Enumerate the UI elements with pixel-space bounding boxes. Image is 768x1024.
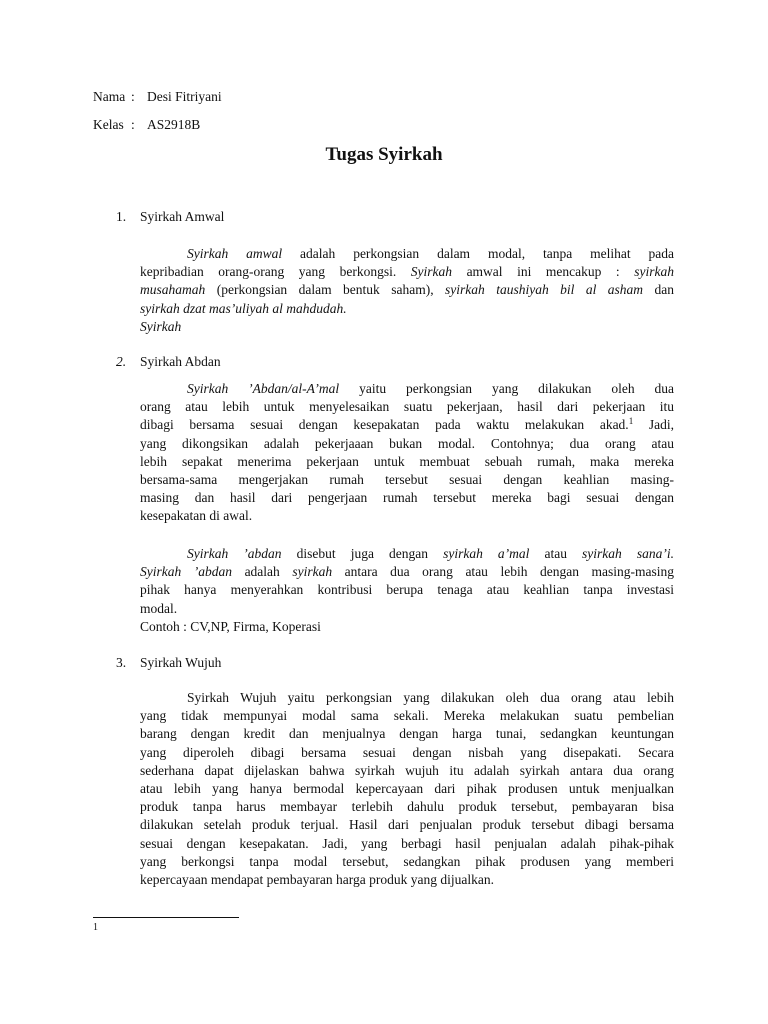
text-line: Syirkah ’abdan disebut juga dengan syirkah a’mal atau syirkah sana’i.: [187, 546, 674, 561]
text-line: sesuai dengan kesepakatan. Jadi, yang berbagi hasil penjualan adalah pihak-pihak: [140, 835, 674, 851]
text-line: kesepakatan di awal.: [140, 508, 253, 524]
text-line: orang atau lebih untuk menyelesaikan suatu pekerjaan, hasil dari pekerjaan itu: [140, 399, 674, 415]
text-line: masing dan hasil dari pengerjaan rumah tersebut mereka bagi sesuai dengan: [140, 490, 674, 506]
text-line: dibagi bersama sesuai dengan kesepakatan pada waktu melakukan akad.$^1$ Jadi,: [140, 416, 674, 433]
kelas-value: AS2918B: [147, 117, 201, 132]
text-line: musahamah (perkongsian dalam bentuk saham), syirkah taushiyah bil al asham dan: [140, 282, 674, 298]
text-line: barang dengan kredit dan menjualnya dengan harga tunai, sedangkan keuntungan: [140, 726, 674, 742]
text-line: yang berkongsi tanpa modal tersebut, sedangkan pihak produsen yang memberi: [140, 853, 674, 869]
text-line: yang tidak mempunyai modal sama sekali. Mereka melakukan suatu pembelian: [140, 708, 674, 724]
text-line: produk tanpa harus membayar terlebih dahulu produk tersebut, pembayaran bisa: [140, 799, 674, 815]
text-line: Syirkah: [140, 318, 182, 334]
text-line: dilakukan setelah produk terjual. Hasil dari penjualan produk tersebut dibagi bersama: [140, 817, 674, 833]
text-line: syirkah dzat mas’uliyah al mahdudah.: [140, 300, 347, 316]
text-line: Syirkah amwal adalah perkongsian dalam modal, tanpa melihat pada: [187, 246, 674, 261]
section-3-number: 3.: [116, 655, 127, 670]
footnote-separator: [93, 917, 239, 918]
section-1-heading: Syirkah Amwal: [140, 209, 225, 224]
section-2-heading: Syirkah Abdan: [140, 354, 221, 369]
text-line: yang dikongsikan adalah pekerjaaan bukan modal. Contohnya; dua orang atau: [140, 435, 674, 451]
example-line: Contoh : CV,NP, Firma, Koperasi: [140, 618, 321, 634]
nama-colon: :: [131, 89, 135, 104]
section-3-paragraph: [140, 689, 674, 889]
text-line: kepribadian orang-orang yang berkongsi. Syirkah amwal ini mencakup : syirkah: [140, 264, 674, 280]
section-1-number: 1.: [116, 209, 127, 224]
kelas-colon: :: [131, 117, 135, 132]
text-line: atau lebih yang hanya bermodal kepercayaan dari pihak produsen untuk menjualkan: [140, 780, 674, 796]
section-2-paragraph-2: [140, 545, 674, 636]
text-line: pihak hanya menyerahkan kontribusi berupa tenaga atau keahlian tanpa investasi: [140, 582, 674, 598]
footnote-number: 1: [93, 922, 98, 933]
section-2-number: 2.: [116, 354, 127, 369]
kelas-label: Kelas: [93, 117, 124, 132]
nama-label: Nama: [93, 89, 126, 104]
footnote-ref: 1: [628, 416, 634, 427]
text-line: Syirkah ’Abdan/al-A’mal yaitu perkongsian yang dilakukan oleh dua: [187, 381, 674, 396]
text-line: modal.: [140, 600, 178, 616]
text-line: bersama-sama mengerjakan rumah tersebut sesuai dengan keahlian masing-: [140, 471, 674, 487]
text-line: Syirkah ’abdan adalah syirkah antara dua orang atau lebih dengan masing-masing: [140, 564, 675, 580]
text-line: yang diperoleh dibagi bersama sesuai dengan nisbah yang disepakati. Secara: [140, 744, 674, 760]
section-2-paragraph-1: [140, 380, 674, 526]
section-3-heading: Syirkah Wujuh: [140, 655, 222, 670]
text-line: kepercayaan mendapat pembayaran harga produk yang dijualkan.: [140, 871, 494, 887]
text-line: lebih sepakat menerima pekerjaan untuk membuat sebuah rumah, maka mereka: [140, 453, 674, 469]
text-line: Syirkah Wujuh yaitu perkongsian yang dilakukan oleh dua orang atau lebih: [187, 690, 674, 705]
document-title: Tugas Syirkah: [325, 144, 443, 165]
text-line: sederhana dapat dijelaskan bahwa syirkah wujuh itu adalah syirkah antara dua orang: [140, 762, 674, 778]
section-1-paragraph: [140, 245, 674, 336]
nama-value: Desi Fitriyani: [147, 89, 222, 104]
